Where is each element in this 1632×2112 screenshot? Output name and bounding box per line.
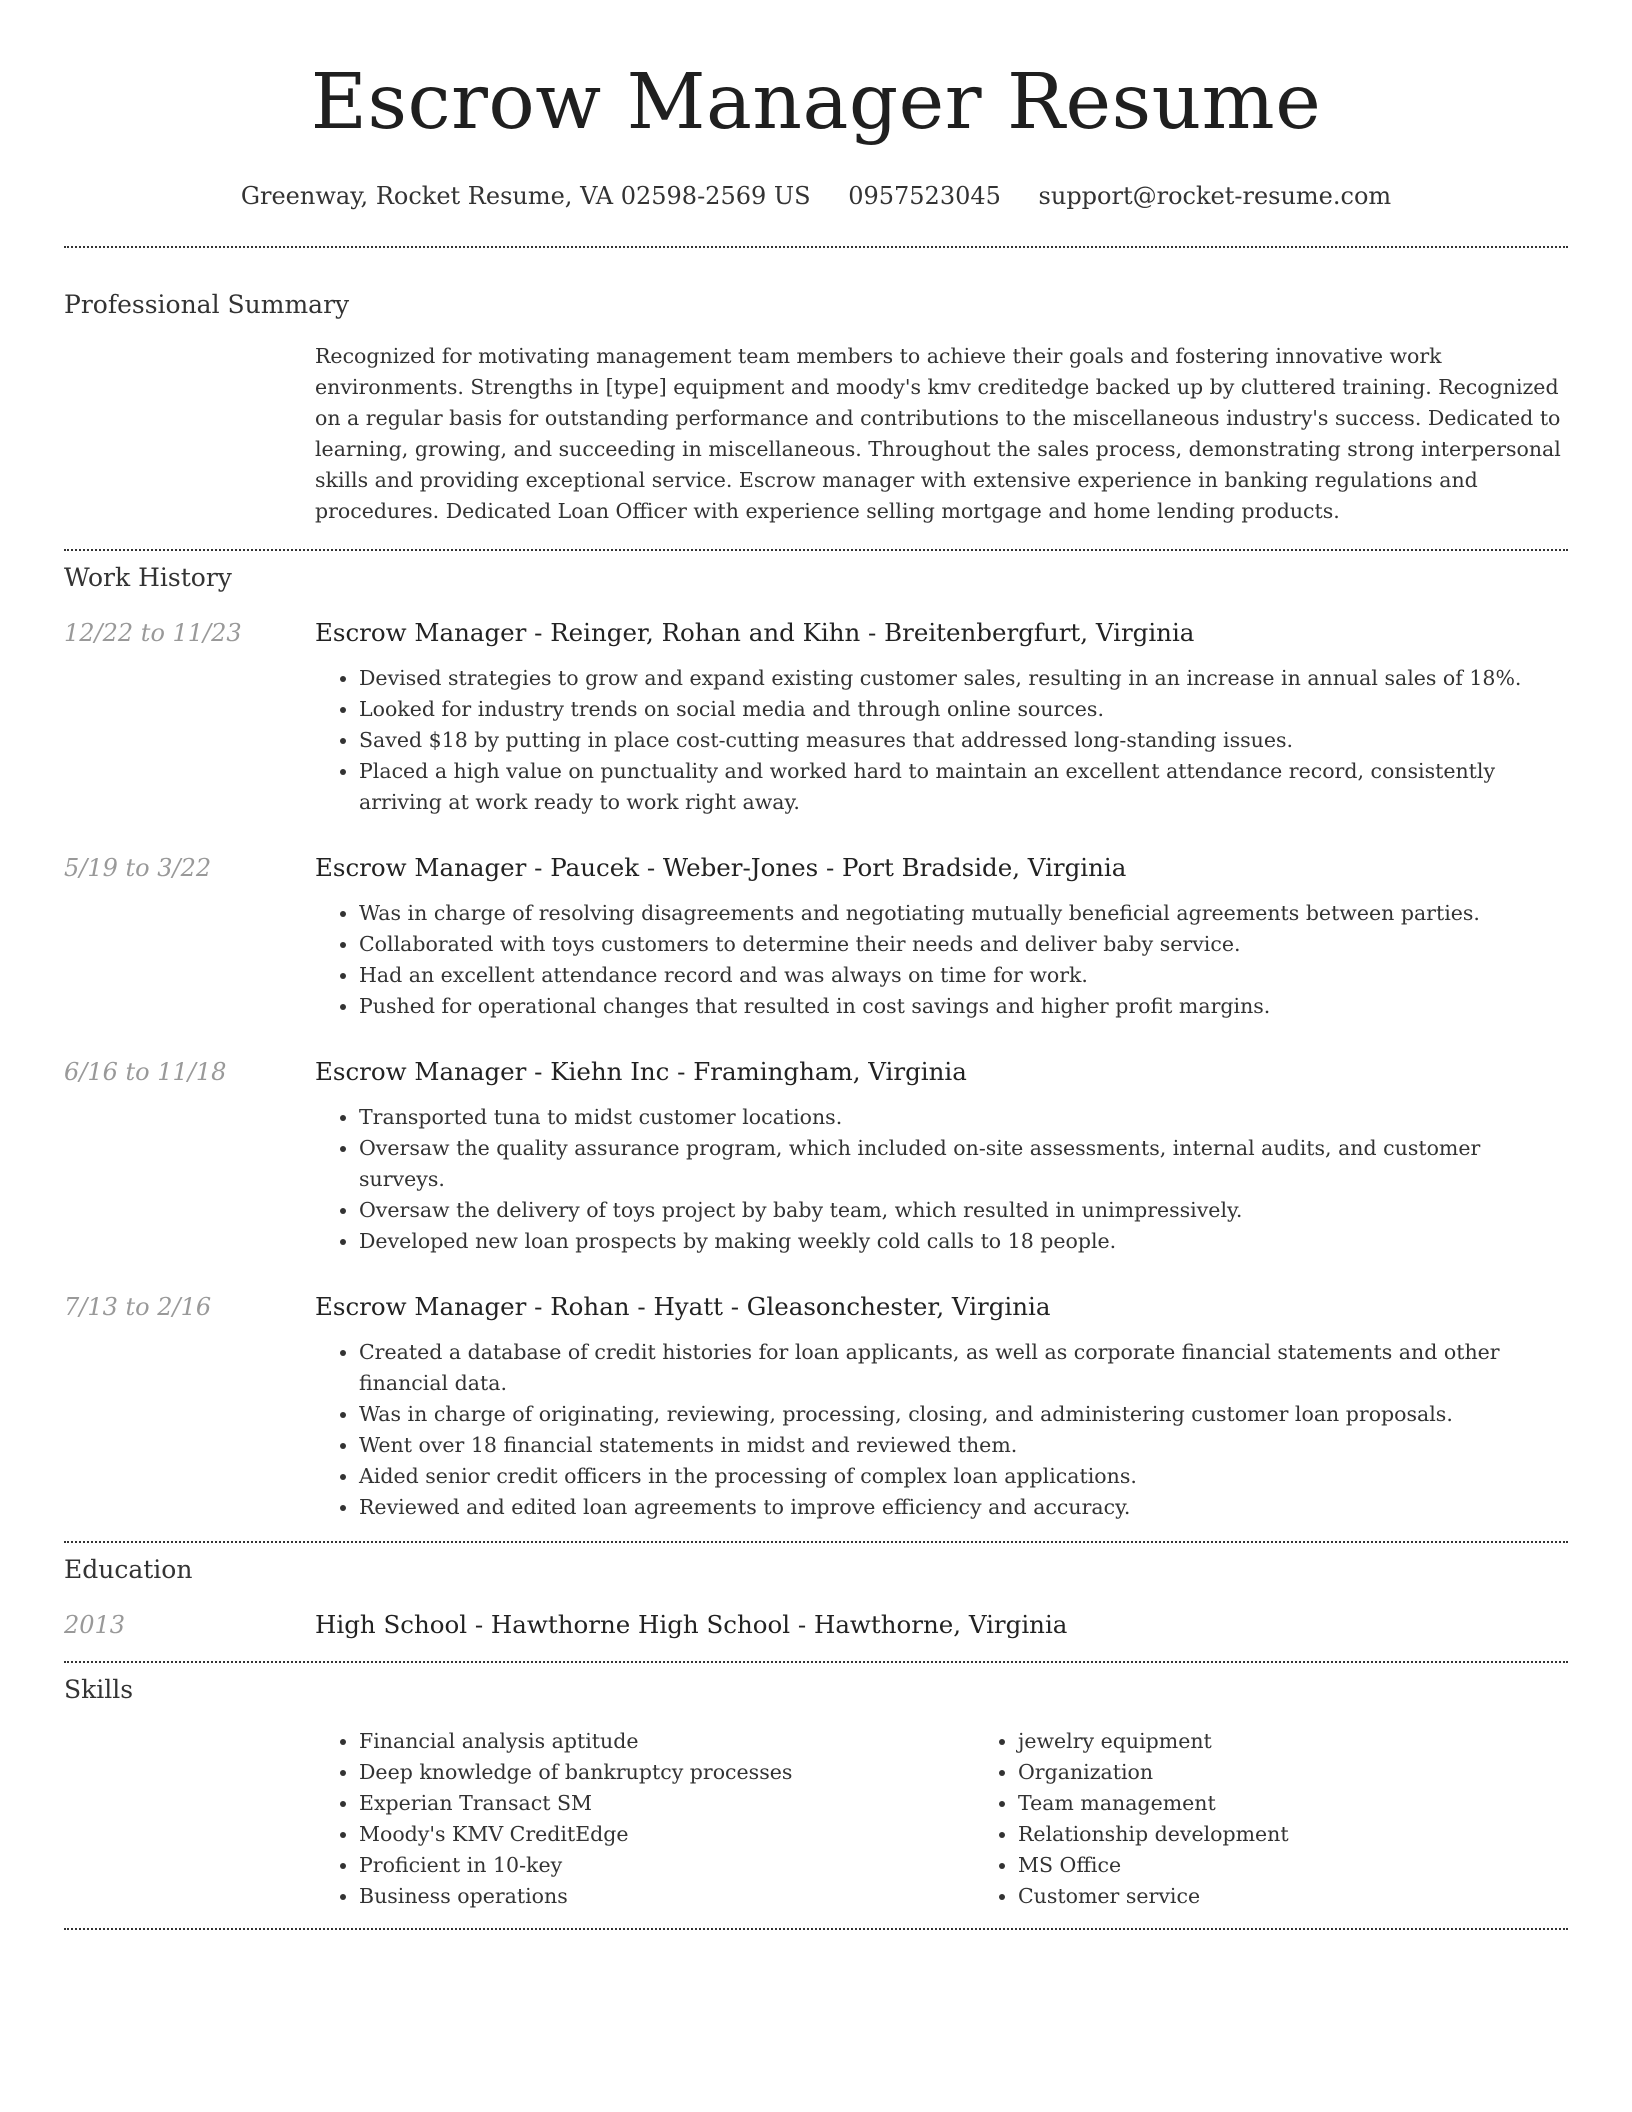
page-title: Escrow Manager Resume (310, 58, 1322, 147)
list-item: • Saved $18 by putting in place cost-cutting measures that addressed long-standing issues. (359, 725, 1568, 756)
job-bullets (315, 663, 1568, 818)
divider (64, 549, 1568, 551)
summary-section (64, 288, 1568, 527)
list-item: • Organization (1018, 1757, 1568, 1788)
contact-info (64, 180, 1568, 212)
education-year: 2013 (64, 1611, 126, 1639)
list-item: • Deep knowledge of bankruptcy processes (359, 1757, 974, 1788)
list-item: • Collaborated with toys customers to determine their needs and deliver baby service. (359, 929, 1568, 960)
summary-heading: Professional Summary (64, 290, 350, 319)
education-title: High School - Hawthorne High School - Hawthorne, Virginia (315, 1610, 1068, 1639)
list-item: • Reviewed and edited loan agreements to improve efficiency and accuracy. (359, 1492, 1568, 1523)
divider (64, 1928, 1568, 1930)
education-section (64, 1553, 1568, 1641)
education-heading: Education (64, 1555, 193, 1584)
list-item: • Customer service (1018, 1881, 1568, 1912)
list-item: • Aided senior credit officers in the processing of complex loan applications. (359, 1461, 1568, 1492)
list-item: • Went over 18 financial statements in midst and reviewed them. (359, 1430, 1568, 1461)
address: Greenway, Rocket Resume, VA 02598-2569 US (240, 182, 811, 210)
list-item: • Relationship development (1018, 1819, 1568, 1850)
list-item: • Oversaw the delivery of toys project by baby team, which resulted in unimpressively. (359, 1195, 1568, 1226)
job-dates: 7/13 to 2/16 (64, 1293, 212, 1321)
list-item: • Created a database of credit histories for loan applicants, as well as corporate financial statements and other financial data. (359, 1337, 1568, 1399)
job-entry (64, 1056, 1568, 1257)
skills-left-spacer (64, 1726, 315, 1912)
list-item: • Oversaw the quality assurance program, which included on-site assessments, internal audits, and customer surveys. (359, 1133, 1568, 1195)
list-item: • Was in charge of originating, reviewing, processing, closing, and administering customer loan proposals. (359, 1399, 1568, 1430)
skills-list (315, 1726, 1568, 1912)
job-entry (64, 1291, 1568, 1523)
list-item: • Was in charge of resolving disagreements and negotiating mutually beneficial agreements between parties. (359, 898, 1568, 929)
skills-column-1 (315, 1726, 974, 1912)
list-item: • Pushed for operational changes that resulted in cost savings and higher profit margins. (359, 991, 1568, 1022)
list-item: • Moody's KMV CreditEdge (359, 1819, 974, 1850)
list-item: • Experian Transact SM (359, 1788, 974, 1819)
job-bullets (315, 898, 1568, 1022)
skills-heading: Skills (64, 1675, 134, 1704)
list-item: • Devised strategies to grow and expand existing customer sales, resulting in an increase in annual sales of 18%. (359, 663, 1568, 694)
job-title: Escrow Manager - Reinger, Rohan and Kihn - Breitenbergfurt, Virginia (315, 618, 1195, 647)
list-item: • Had an excellent attendance record and was always on time for work. (359, 960, 1568, 991)
phone: 0957523045 (848, 182, 1001, 210)
list-item: • Proficient in 10-key (359, 1850, 974, 1881)
skills-section (64, 1673, 1568, 1912)
list-item: • Business operations (359, 1881, 974, 1912)
divider (64, 1541, 1568, 1543)
divider (64, 1661, 1568, 1663)
job-dates: 12/22 to 11/23 (64, 619, 242, 647)
summary-left-spacer (64, 341, 315, 527)
work-history-heading: Work History (64, 563, 232, 592)
summary-text: Recognized for motivating management team members to achieve their goals and fostering innovative work environments. Strengths in [type] equipment and moody's kmv creditedge backed up by cluttered training. Recognized on a regular basis for outstanding performance and contributions to the miscellaneous industry's success. Dedicated to learning, growing, and succeeding in miscellaneous. Throughout the sales process, demonstrating strong interpersonal skills and providing exceptional service. Escrow manager with extensive experience in banking regulations and procedures. Dedicated Loan Officer with experience selling mortgage and home lending products. (315, 344, 1561, 523)
job-title: Escrow Manager - Rohan - Hyatt - Gleasonchester, Virginia (315, 1292, 1051, 1321)
job-dates: 6/16 to 11/18 (64, 1058, 227, 1086)
job-title: Escrow Manager - Paucek - Weber-Jones - Port Bradside, Virginia (315, 853, 1127, 882)
work-history-section (64, 561, 1568, 1523)
list-item: • Transported tuna to midst customer locations. (359, 1102, 1568, 1133)
job-bullets (315, 1337, 1568, 1523)
skills-column-2 (974, 1726, 1568, 1912)
list-item: • Financial analysis aptitude (359, 1726, 974, 1757)
list-item: • MS Office (1018, 1850, 1568, 1881)
email: support@rocket-resume.com (1038, 182, 1392, 210)
education-entry (64, 1609, 1568, 1641)
job-title: Escrow Manager - Kiehn Inc - Framingham, Virginia (315, 1057, 967, 1086)
list-item: • Developed new loan prospects by making weekly cold calls to 18 people. (359, 1226, 1568, 1257)
job-dates: 5/19 to 3/22 (64, 854, 212, 882)
list-item: • Placed a high value on punctuality and worked hard to maintain an excellent attendance record, consistently arriving at work ready to work right away. (359, 756, 1568, 818)
job-bullets (315, 1102, 1568, 1257)
job-entry (64, 852, 1568, 1022)
job-entry (64, 617, 1568, 818)
list-item: • jewelry equipment (1018, 1726, 1568, 1757)
list-item: • Team management (1018, 1788, 1568, 1819)
divider (64, 246, 1568, 248)
list-item: • Looked for industry trends on social media and through online sources. (359, 694, 1568, 725)
